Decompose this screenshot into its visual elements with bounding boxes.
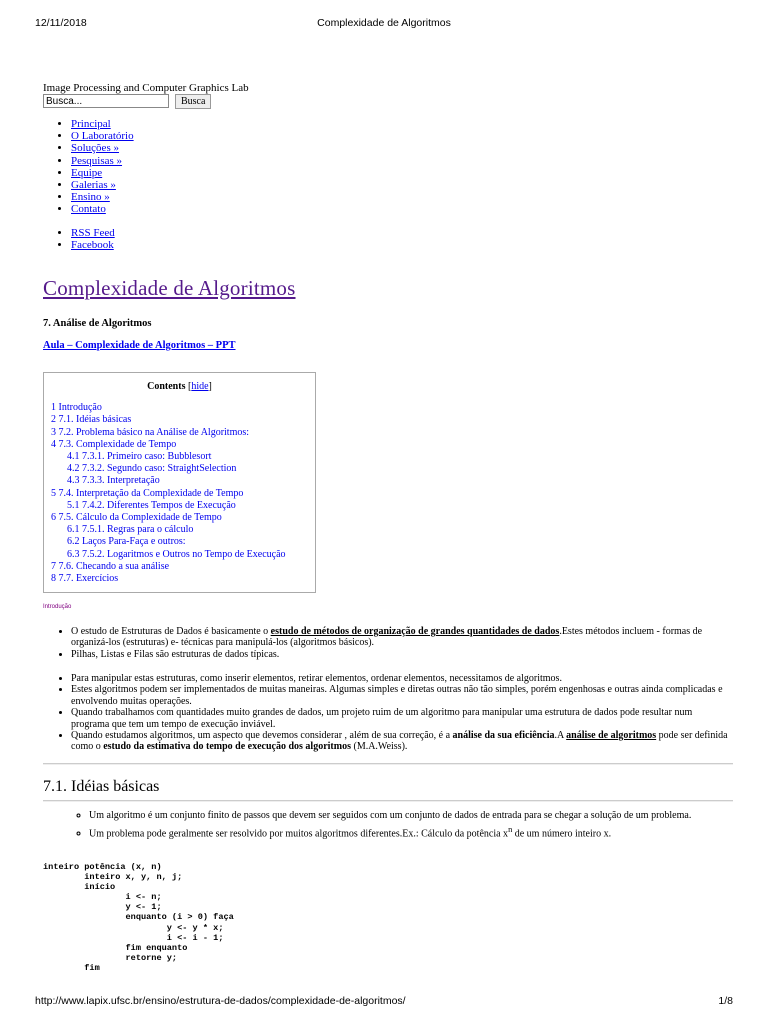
divider: [43, 800, 733, 802]
nav-item: [71, 167, 134, 179]
toc-item[interactable]: 4 7.3. Complexidade de Tempo: [51, 438, 177, 450]
nav-item: [71, 239, 115, 251]
nav-item: [71, 155, 134, 167]
nav-item: [71, 142, 134, 154]
list-item: ◦ Um problema pode geralmente ser resolvido por muitos algoritmos diferentes.Ex.: Cálculo da potência $x^n$ de um número inteiro x.: [89, 824, 733, 840]
table-of-contents: [43, 372, 316, 593]
divider: [43, 763, 733, 765]
section-71-heading: 7.1. Idéias básicas: [43, 778, 160, 795]
code-block: inteiro potência (x, n) inteiro x, y, n, j; início i <- n; y <- 1; enquanto (i > 0) faça y <- y * x; i <- i - 1; fim enquanto retorne y; fim: [43, 862, 234, 973]
page-number: 1/8: [718, 995, 733, 1007]
toc-item[interactable]: 3 7.2. Problema básico na Análise de Algoritmos:: [51, 426, 250, 438]
toc-item[interactable]: 6.3 7.5.2. Logaritmos e Outros no Tempo de Execução: [67, 548, 286, 560]
rss-feed-link[interactable]: RSS Feed: [71, 227, 115, 239]
emphasis: estudo da estimativa do tempo de execução dos algoritmos: [103, 741, 351, 753]
nav-link-contato[interactable]: Contato: [71, 203, 106, 216]
toc-hide-link[interactable]: hide: [191, 381, 209, 392]
section-heading: 7. Análise de Algoritmos: [43, 318, 152, 329]
nav-item: [71, 130, 134, 142]
toc-item[interactable]: 5.1 7.4.2. Diferentes Tempos de Execução: [67, 499, 236, 511]
list-item: ◦ Um algoritmo é um conjunto finito de passos que devem ser seguidos com um conjunto de dados de entrada para se chegar a solução de um problema.: [89, 810, 733, 822]
print-doc-title: Complexidade de Algoritmos: [317, 17, 451, 29]
nav-link-pesquisas[interactable]: Pesquisas »: [71, 154, 123, 167]
list-item: • Quando trabalhamos com quantidades muito grandes de dados, um projeto ruim de um algoritmo para manipular uma estrutura de dados pode resultar num programa que tem um tempo de execução inviável.: [71, 707, 733, 730]
nav-item: [71, 118, 134, 130]
facebook-link[interactable]: Facebook: [71, 239, 114, 252]
toc-list: [44, 402, 315, 585]
toc-item[interactable]: 7 7.6. Checando a sua análise: [51, 560, 170, 572]
nav-link-laboratorio[interactable]: O Laboratório: [71, 130, 134, 143]
nav-link-principal[interactable]: Principal: [71, 118, 111, 130]
list-item: • Pilhas, Listas e Filas são estruturas de dados típicas.: [71, 649, 733, 660]
emphasis: análise da sua eficiência: [452, 730, 555, 742]
list-item: • Estes algoritmos podem ser implementados de muitas maneiras. Algumas simples e diretas outras não tão simples, porém engenhosas e outras ainda complicadas e envolvendo muitas operações.: [71, 684, 733, 707]
toc-item[interactable]: 4.1 7.3.1. Primeiro caso: Bubblesort: [67, 451, 212, 463]
ppt-link[interactable]: Aula – Complexidade de Algoritmos – PPT: [43, 340, 236, 351]
nav-item: [71, 191, 134, 203]
main-nav: [43, 118, 134, 216]
toc-item[interactable]: 1 Introdução: [51, 402, 102, 414]
toc-item[interactable]: 4.2 7.3.2. Segundo caso: StraightSelection: [67, 463, 237, 475]
nav-link-ensino[interactable]: Ensino »: [71, 191, 110, 204]
list-item: • Quando estudamos algoritmos, um aspecto que devemos considerar , além de sua correção, é a análise da sua eficiência.A análise de algoritmos pode ser definida como o estudo da estimativa do tempo de execução dos algoritmos (M.A.Weiss).: [71, 730, 733, 753]
print-footer: [35, 995, 733, 1009]
toc-item[interactable]: 4.3 7.3.3. Interpretação: [67, 475, 160, 487]
nav-link-solucoes[interactable]: Soluções »: [71, 142, 119, 155]
print-date: 12/11/2018: [35, 17, 87, 29]
toc-item[interactable]: 6.2 Laços Para-Faça e outros:: [67, 536, 186, 548]
nav-link-galerias[interactable]: Galerias »: [71, 179, 116, 192]
search-input[interactable]: [43, 94, 169, 108]
search-form: [43, 94, 211, 109]
nav-link-equipe[interactable]: Equipe: [71, 166, 103, 179]
print-header: [35, 17, 733, 31]
toc-title: Contents: [147, 381, 186, 392]
nav-item: [71, 203, 134, 215]
toc-item[interactable]: 8 7.7. Exercícios: [51, 573, 119, 585]
toc-item[interactable]: 6.1 7.5.1. Regras para o cálculo: [67, 524, 194, 536]
page-title[interactable]: Complexidade de Algoritmos: [43, 276, 296, 300]
toc-item[interactable]: 5 7.4. Interpretação da Complexidade de Tempo: [51, 487, 244, 499]
list-item: • Para manipular estas estruturas, como inserir elementos, retirar elementos, ordenar elementos, necessitamos de algoritmos.: [71, 673, 733, 684]
intro-anchor: Introdução: [43, 604, 72, 610]
search-button[interactable]: Busca: [175, 94, 211, 109]
list-item: • O estudo de Estruturas de Dados é basicamente o estudo de métodos de organização de grandes quantidades de dados.Estes métodos incluem - formas de organizá-los (estruturas) e- técnicas para manipulá-los (algoritmos básicos).: [71, 626, 733, 649]
toc-item[interactable]: 2 7.1. Idéias básicas: [51, 414, 132, 426]
ppt-link-wrapper: [43, 340, 236, 351]
emphasis: análise de algoritmos: [566, 730, 657, 742]
toc-item[interactable]: 6 7.5. Cálculo da Complexidade de Tempo: [51, 512, 222, 524]
print-url: http://www.lapix.ufsc.br/ensino/estrutura-de-dados/complexidade-de-algoritmos/: [35, 995, 406, 1007]
nav-item: [71, 227, 115, 239]
intro-list-2: [43, 673, 733, 753]
social-nav: [43, 227, 115, 251]
site-name: Image Processing and Computer Graphics Lab: [43, 82, 249, 94]
nav-item: [71, 179, 134, 191]
emphasis: estudo de métodos de organização de grandes quantidades de dados: [270, 626, 560, 637]
toc-header: Contents [hide]: [147, 381, 212, 392]
section-71-list: [43, 810, 733, 842]
intro-list: [43, 626, 733, 660]
